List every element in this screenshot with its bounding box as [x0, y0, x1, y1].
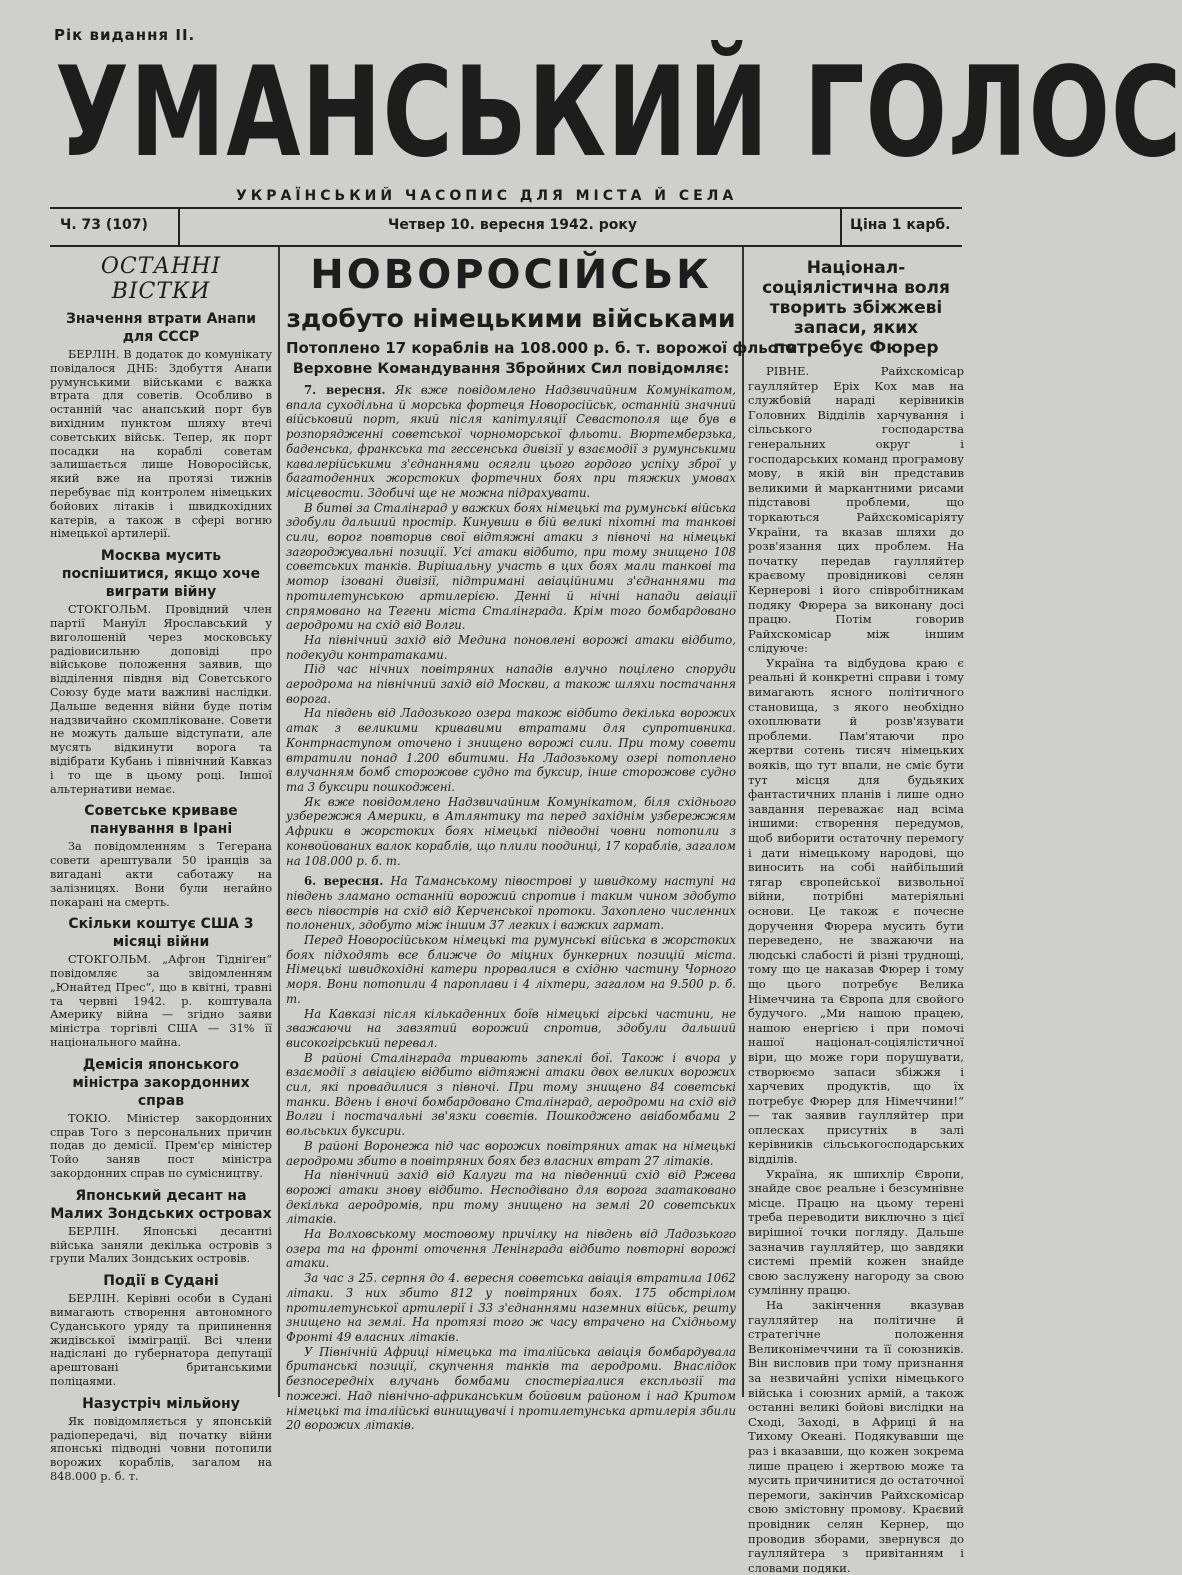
news-item-body: БЕРЛІН. В додаток до комунікату повідалося ДНБ: Здобуття Анапи румунськими військами є важка втрата для советів. Особливо в останній час анапський порт був вихідним пунктом шляху втечі советських військ. Тепер, як порт посадки на кораблі советам залишається лише Новоросійськ, який вже на протязі тижнів перебуває під контролем німецьких бойових літаків і швидкохідних катерів, а також в сфері вогню німецької артилерії. — [50, 348, 272, 541]
article-paragraph — [286, 1271, 736, 1345]
right-paragraph: РІВНЕ. Райхскомісар гаулляйтер Еріх Кох мав на службовій нараді керівників Головних Відділів харчування і сільського господарства генеральних округ і господарських команд програмову мову, в якій він представив великими й маркантними рисами підставові проблеми, що торкаються Райхскомісаріяту України, та вказав шляхи до розв'язання цих проблем. На початку передав гаулляйтер краєвому провідникові селян Кернерові і його співробітникам подяку Фюрера за виконану досі працю. Потім говорив Райхскомісар між іншим слідуюче: — [748, 364, 964, 656]
masthead-subtitle: УКРАЇНСЬКИЙ ЧАСОПИС ДЛЯ МІСТА Й СЕЛА — [236, 188, 738, 204]
news-item-title: Советське криваве панування в Ірані — [84, 803, 238, 838]
right-paragraph: На закінчення вказував гаулляйтер на політичне й стратегічне положення Великонімеччини та її союзників. Він висловив при тому признання за незвичайні успіхи німецького війська і союзних армій, а також останні великі бойові вислідки на Сході, Заході, в Африці й на Тихому Океані. Подякувавши ще раз і вказавши, що кожен зокрема лише працею і жертвою може та мусить причинитися до остаточної перемоги, закінчив Райхскомісар свою змістовну промову. Краєвий провідник селян Кернер, що проводив зборами, звернувся до гаулляйтера з привітанням і словами подяки. — [748, 1298, 964, 1575]
command-announcement: Верховне Командування Збройних Сил повідомляє: — [292, 361, 730, 377]
news-item-title: Скільки коштує США 3 місяці війни — [68, 916, 254, 951]
latest-news-heading: ОСТАННІ ВІСТКИ — [100, 254, 222, 304]
news-item-body: Як повідомляється у японській радіопередачі, від початку війни японські підводні човни потопили ворожих кораблів, загалом на 848.000 р. б. т. — [50, 1414, 272, 1484]
news-item-title: Назустріч мільйону — [82, 1395, 240, 1412]
paragraph-text: За час з 25. серпня до 4. вересня советська авіація втратила 1062 літаки. З них збито 812 у повітряних боях. 175 обстрілом протилетунської артилерії і 33 з'єднаннями наземних військ, решту знищено на землі. На протязі того ж часу втрачено на Східньому Фронті 49 власних літаків. — [286, 1271, 736, 1344]
news-item-body: За повідомленням з Тегерана совети арештували 50 іранців за вигадані акти саботажу на залізницях. Вони були негайно покарані на смерть. — [50, 840, 272, 909]
issue-price: Ціна 1 карб. — [850, 217, 951, 233]
main-subheadline-2: Потоплено 17 кораблів на 108.000 р. б. т. ворожої фльоти — [286, 339, 798, 357]
latest-news-column — [50, 254, 272, 1484]
paragraph-text: На Кавказі після кількаденних боїв німецькі гірські частини, не зважаючи на завзятий ворожий спротив, здобули дальший високогірський перевал. — [286, 1006, 736, 1050]
article-paragraph — [286, 1168, 736, 1227]
news-item-body: БЕРЛІН. Японські десантні війська заняли декілька островів з групи Малих Зондських островів. — [50, 1224, 272, 1266]
right-article — [748, 258, 964, 1575]
right-paragraph: Україна та відбудова краю є реальні й конкретні справи і тому вимагають ясного політичного становища, з якого необхідно охоплювати й розв'язувати проблеми. Пам'ятаючи про жертви сотень тисяч німецьких вояків, що тут впали, не сміє бути тут місця для будьяких фантастичних планів і лише одно завдання переважає над всіма іншими: створення передумов, щоб виборити остаточну перемогу і дати німецькому народові, що виносить на собі найбільший тягар європейської визвольної війни, потрібні матеріяльні основи. Це також є почесне доручення Фюрера мусить бути переведено, не зважаючи на людські слабості й різні труднощі, тому що це наказав Фюрер і тому що цього потребує Велика Німеччина та Європа для свойого будучого. „Ми нашою працею, нашою енергією і при помочі нашої націонал-соціялістичної віри, що може гори порушувати, створюємо запаси збіжжя і харчевих продуктів, що їх потребує Фюрер для Німеччини!“ — так заявив гаулляйтер при оплесках присутніх в залі керівників сільськогосподарських відділів. — [748, 655, 964, 1167]
article-paragraph — [286, 706, 736, 794]
article-paragraph — [286, 383, 736, 501]
news-item-title: Москва мусить поспішитися, якщо хоче виграти війну — [61, 548, 261, 601]
article-paragraph — [286, 874, 736, 933]
news-item-body: БЕРЛІН. Керівні особи в Судані вимагають створення автономного Суданського уряду та припинення жидівської імміграції. Всі члени надіслані до губернатора депутації арештовані британськими поліцаями. — [50, 1292, 272, 1389]
paragraph-text: На Волховському мостовому причілку на південь від Ладозького озера та на фронті оточення Ленінграда відбито повторні ворожі атаки. — [286, 1227, 736, 1271]
main-article — [286, 252, 798, 1433]
paragraph-text: Як вже повідомлено Надзвичайним Комунікатом, впала суходільна й морська фортеця Новоросійськ, останній значний військовий порт, який після капітуляції Севастополя ще був в розпорядженні советської чорноморської фльоти. Вюртемберзька, баденська, франкська та гессенська дивізії у взаємодії з румунськими кавалерійськими з'єднаннями осягли цього гордого успіху зброї у багатоденних жорстоких фортечних боях при тяжких умовах місцевости. Здобичі ще не можна підрахувати. — [286, 383, 737, 500]
right-article-body — [748, 364, 964, 1575]
column-rule — [742, 247, 744, 1397]
main-subheadline: здобуто німецькими військами — [286, 304, 736, 333]
article-paragraph — [286, 933, 736, 1007]
right-article-title: Націонал-соціялістична воля творить збіжжеві запаси, яких потребує Фюрер — [762, 258, 950, 358]
news-item-body: ТОКІО. Міністер закордонних справ Того з персональних причин подав до демісії. Прем'єр міністер Тойо заняв пост міністра закордонних справ по сумісництву. — [50, 1111, 272, 1181]
right-paragraph: Україна, як шпихлір Європи, знайде своє реальне і безсумнівне місце. Працю на цьому терені треба переводити виключно з цієї вирішної точки погляду. Дальше зазначив гаулляйтер, що завдяки системі премій кожен знайде свою заслужену нагороду за свою сумлінну працю. — [748, 1166, 964, 1298]
report-date: 7. вересня. — [304, 383, 386, 397]
info-bar — [50, 207, 962, 247]
masthead: УМАНСЬКИЙ ГОЛОС — [55, 41, 1182, 185]
issue-number: Ч. 73 (107) — [60, 217, 148, 233]
paragraph-text: На північний захід від Калуги та на південний схід від Ржева ворожі атаки знову відбито. Несподівано для ворога заатаковано декілька аеродромів, при тому знищено на землі 20 советських літаків. — [286, 1168, 736, 1227]
paragraph-text: У Північній Африці німецька та італійська авіація бомбардувала британські позиції, скупчення танків та аеродроми. Внаслідок безпосередніх влучань бомбами спостерігалися експльозії та пожежі. Над північно-африканським бойовим районом і над Критом німецькі та італійські винищувачі і протилетунська артилерія збили 20 ворожих літаків. — [286, 1344, 736, 1433]
article-paragraph — [286, 1227, 736, 1271]
article-paragraph — [286, 1007, 736, 1051]
news-item-body: СТОКГОЛЬМ. „Афгон Тідніґен“ повідомляє за звідомленням „Юнайтед Прес“, що в квітні, травні та червні 1942. р. коштувала Америку війна — згідно заяви міністра торгівлі США — 31% її національного майна. — [50, 953, 272, 1050]
paragraph-text: Як вже повідомлено Надзвичайним Комунікатом, біля східнього узбережжя Америки, в Атлянтику та перед західнім узбережжям Африки в жорстоких боях німецькі підводні човни потопили з конвойованих валок кораблів, що плили поодинці, 17 кораблів, загалом на 108.000 р. б. т. — [286, 794, 736, 868]
article-paragraph — [286, 1345, 736, 1433]
paragraph-text: В районі Воронежа під час ворожих повітряних атак на німецькі аеродроми збито в повітряних боях без власних втрат 27 літаків. — [286, 1138, 736, 1168]
article-paragraph — [286, 795, 736, 869]
article-body — [286, 383, 736, 1433]
divider — [840, 209, 842, 245]
divider — [178, 209, 180, 245]
article-paragraph — [286, 1139, 736, 1168]
news-item-body: СТОКГОЛЬМ. Провідний член партії Мануїл Ярославський у виголошеній через московську радіовисильню доповіді про військове положення заявив, що відділення півдня від Советського Союзу буде мати важливі наслідки. Дальше ведення війни буде потім надзвичайно скомпліковане. Совети не можуть дальше відступати, але мусять відкинути ворога та відібрати Кубань і північний Кавказ і то ще в цьому році. Іншої альтернативи немає. — [50, 603, 272, 796]
article-paragraph — [286, 662, 736, 706]
main-headline: НОВОРОСІЙСЬК — [310, 252, 712, 298]
news-item-title: Японський десант на Малих Зондських островах — [50, 1187, 272, 1222]
paragraph-text: В районі Сталінграда тривають запеклі бої. Також і вчора у взаємодії з авіацією відбито відтяжні атаки двох великих ворожих сил, які провадилися з півночі. При тому знищено 84 советські танки. Вдень і вночі бомбардовано Сталінград, аеродроми на схід від Волги і постачальні зв'язки совєтів. Пошкоджено авіабомбами 2 вольських буксири. — [286, 1050, 736, 1139]
paragraph-text: На північний захід від Медина поновлені ворожі атаки відбито, подекуди контратаками. — [286, 632, 736, 662]
paragraph-text: На Таманському півострові у швидкому наступі на південь зламано останній ворожий спротив і таким чином здобуто весь півострів на схід від Керченської протоки. Захоплено численних полонених, здобуто між іншим 37 легких і важких гармат. — [286, 874, 736, 933]
issue-date: Четвер 10. вересня 1942. року — [388, 217, 637, 233]
paragraph-text: В битві за Сталінград у важких боях німецькі та румунські війська здобули дальший простір. Кинувши в бій великі піхотні та танкові сили, ворог повторив свої відтяжні атаки з півночі на німецькі загороджувальні позиції. Усі атаки відбито, при тому знищено 108 советських танків. Вирішальну участь в цих боях мали танкові та мотор ізовані дивізії, підтримані авіаційними з'єднаннями та протилетунською артилерією. Денні й нічні напади авіації спрямовано на Тегени міста Сталінграда. Крім того бомбардовано аеродроми на схід від Волги. — [286, 500, 736, 633]
paragraph-text: Під час нічних повітряних нападів влучно поцілено споруди аеродрома на північний захід від Москви, а також шляхи постачання ворога. — [286, 662, 736, 706]
news-item-title: Події в Судані — [103, 1273, 219, 1290]
report-date: 6. вересня. — [304, 874, 384, 889]
column-rule — [278, 247, 280, 1397]
article-paragraph — [286, 1051, 736, 1139]
paragraph-text: На південь від Ладозького озера також відбито декілька ворожих атак з великими кривавими втратами для супротивника. Контрнаступом оточено і знищено ворожі сили. При тому совети втратили понад 1.200 вбитими. На Ладозькому озері потоплено влучанням бомб сторожове судно та буксир, інше сторожове судно та 3 буксири пошкоджені. — [286, 706, 736, 794]
paragraph-text: Перед Новоросійськом німецькі та румунські війська в жорстоких боях підходять все ближче до міцних бункерних позицій міста. Німецькі швидкохідні катери прорвалися в східню частину Чорного моря. Вони потопили 4 пароплави і 4 ліхтери, загалом на 9.500 р. б. т. — [286, 933, 736, 1006]
news-item-title: Демісія японського міністра закордонних справ — [72, 1056, 250, 1109]
article-paragraph — [286, 633, 736, 662]
news-item-title: Значення втрати Анапи для СССР — [65, 311, 257, 345]
year-label: Рік видання II. — [54, 26, 196, 44]
news-items — [50, 310, 272, 1484]
article-paragraph — [286, 501, 736, 633]
